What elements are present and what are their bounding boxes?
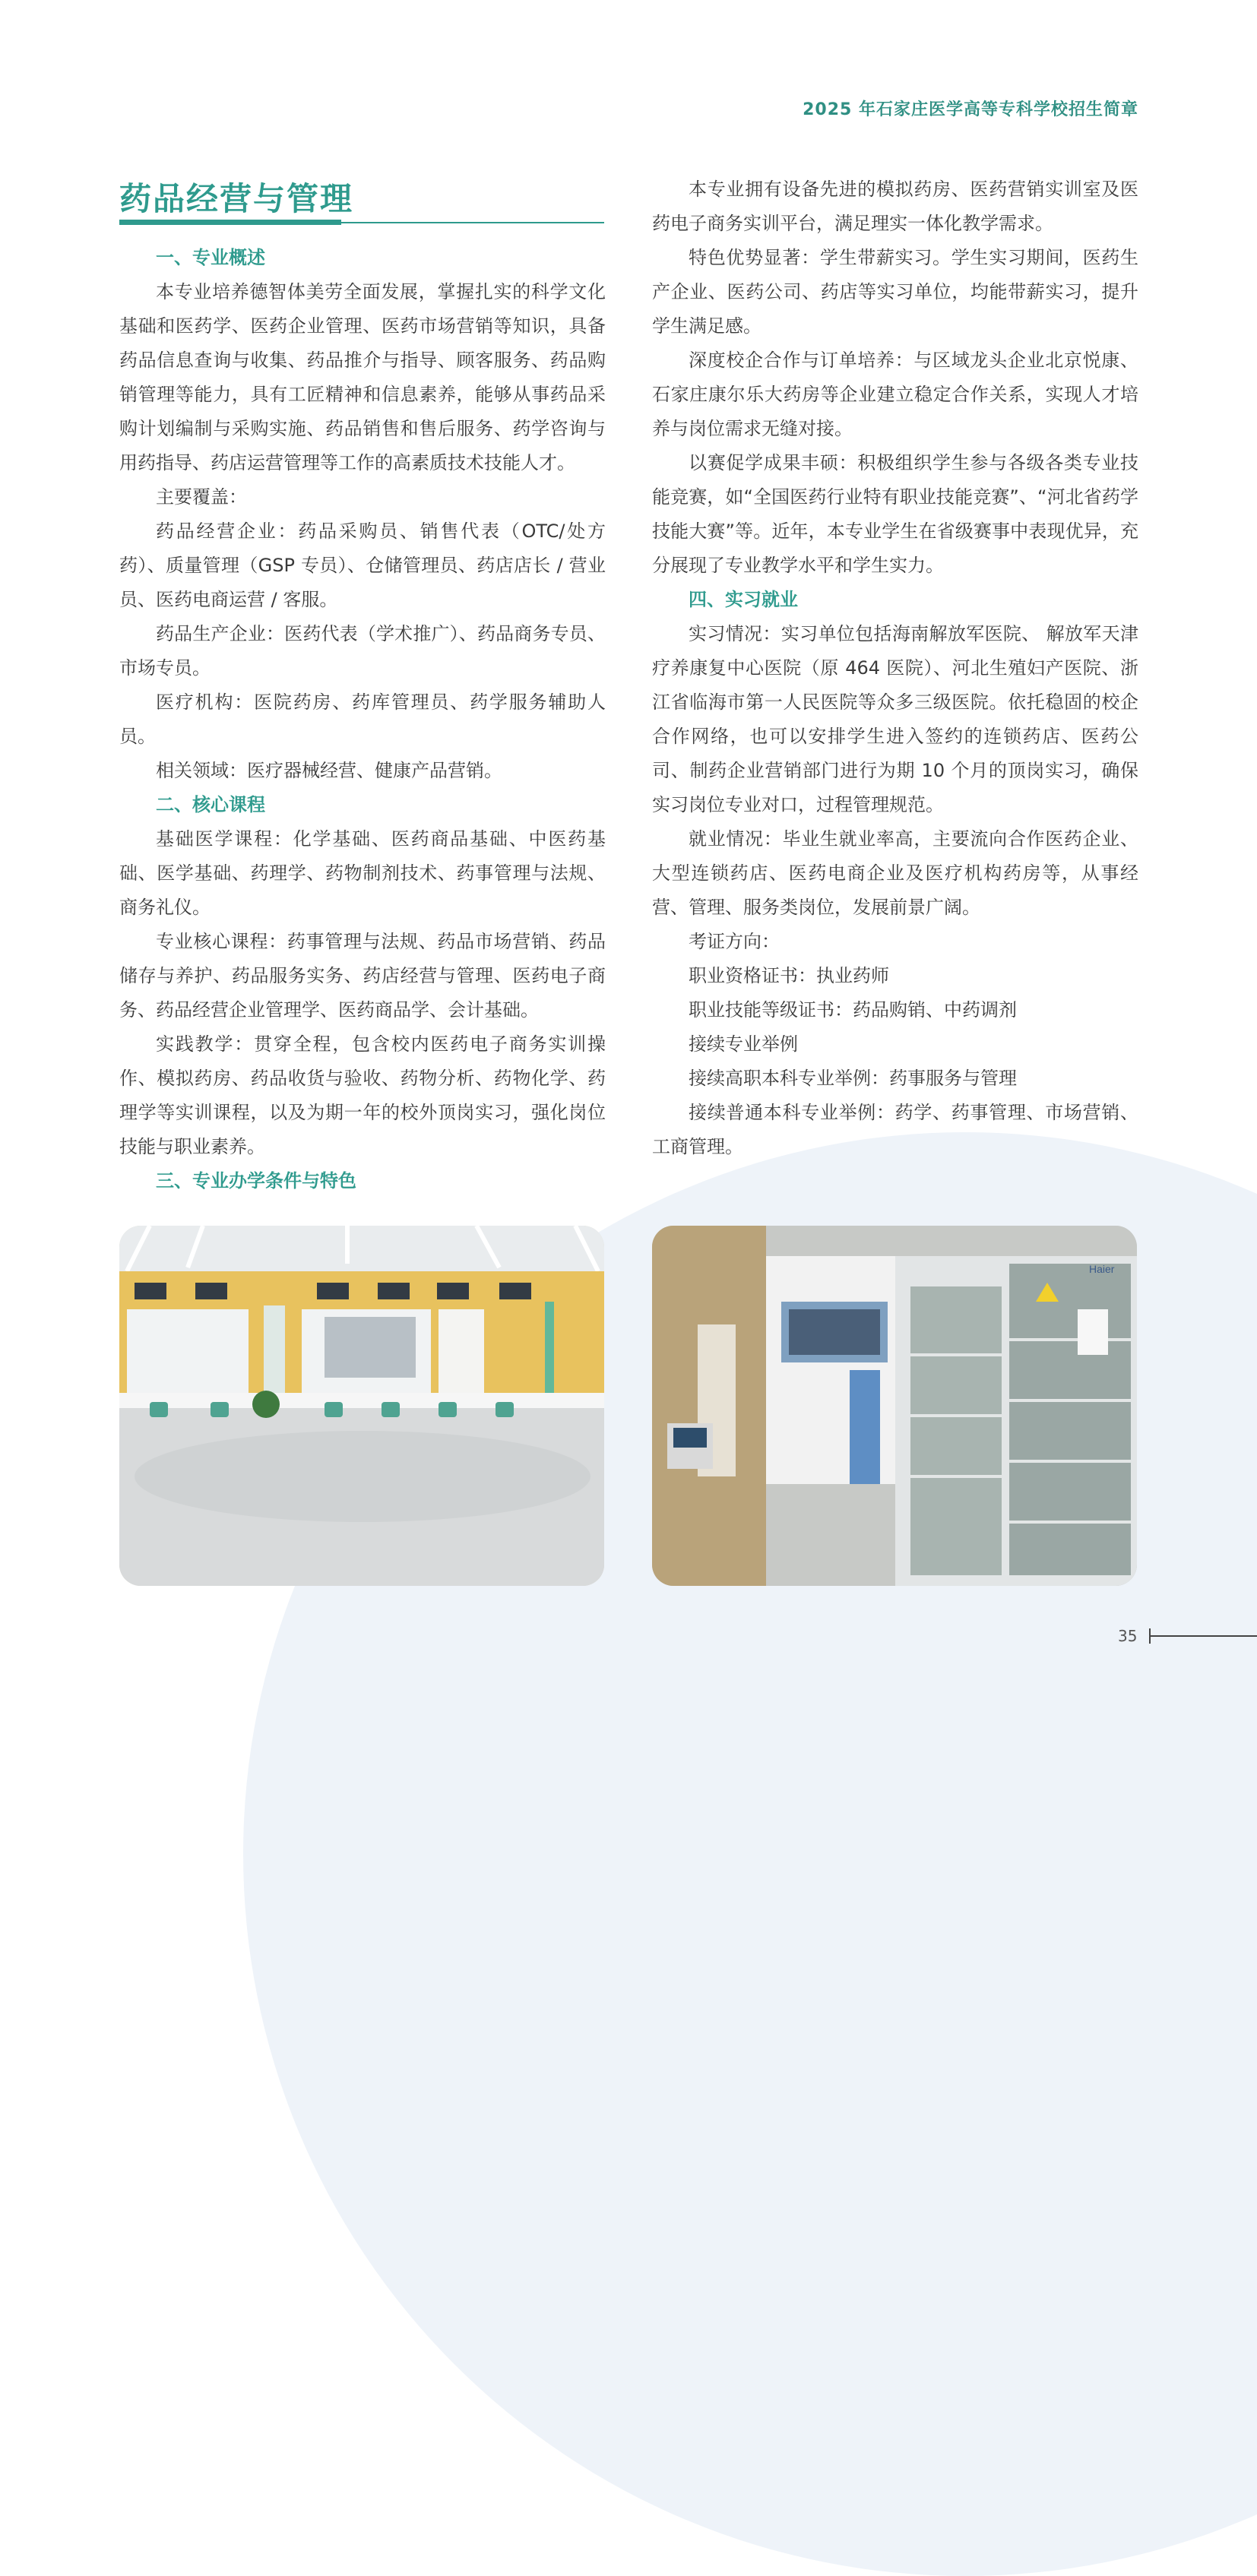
body-paragraph: 实习情况：实习单位包括海南解放军医院、 解放军天津疗养康复中心医院（原 464 医院）、河北生殖妇产医院、浙江省临海市第一人民医院等众多三级医院。依托稳固的校企合作网络，也可以安排学生进入签约的连锁药店、医药公司、制药企业营销部门进行为期 10 个月的顶岗实习，确保实习岗位专业对口，过程管理规范。	[652, 623, 1138, 815]
body-paragraph: 就业情况：毕业生就业率高，主要流向合作医药企业、大型连锁药店、医药电商企业及医疗机构药房等，从事经营、管理、服务类岗位，发展前景广阔。	[652, 828, 1138, 918]
body-paragraph: 药品经营企业：药品采购员、销售代表（OTC/处方药）、质量管理（GSP 专员）、仓储管理员、药店店长 / 营业员、医药电商运营 / 客服。	[119, 521, 606, 610]
pharmacy-hall-photo	[119, 1226, 604, 1586]
body-paragraph: 主要覆盖：	[156, 486, 247, 508]
body-paragraph: 相关领域：医疗器械经营、健康产品营销。	[156, 760, 502, 781]
body-paragraph: 考证方向：	[689, 931, 780, 952]
body-paragraph: 基础医学课程：化学基础、医药商品基础、中医药基础、医学基础、药理学、药物制剂技术、药事管理与法规、商务礼仪。	[119, 828, 606, 918]
body-paragraph: 接续高职本科专业举例：药事服务与管理	[689, 1068, 1017, 1089]
body-paragraph: 以赛促学成果丰硕：积极组织学生参与各级各类专业技能竞赛，如“全国医药行业特有职业技能竞赛”、“河北省药学技能大赛”等。近年，本专业学生在省级赛事中表现优异，充分展现了专业教学水平和学生实力。	[652, 452, 1138, 576]
body-paragraph: 专业核心课程：药事管理与法规、药品市场营销、药品储存与养护、药品服务实务、药店经营与管理、医药电子商务、药品经营企业管理学、医药商品学、会计基础。	[119, 931, 606, 1021]
right-column	[652, 172, 1138, 1164]
page-number: 35	[1118, 1627, 1138, 1645]
left-column	[119, 241, 606, 1198]
pharmacy-equipment-photo	[652, 1226, 1137, 1586]
pharmacy-equipment-illustration	[652, 1226, 1137, 1586]
pharmacy-hall-illustration	[119, 1226, 604, 1586]
body-paragraph: 本专业培养德智体美劳全面发展，掌握扎实的科学文化基础和医药学、医药企业管理、医药市场营销等知识，具备药品信息查询与收集、药品推介与指导、顾客服务、药品购销管理等能力，具有工匠精神和信息素养，能够从事药品采购计划编制与采购实施、药品销售和售后服务、药学咨询与用药指导、药店运营管理等工作的高素质技术技能人才。	[119, 281, 606, 473]
section-heading: 一、专业概述	[156, 247, 265, 268]
section-heading: 三、专业办学条件与特色	[156, 1170, 356, 1191]
page-title: 药品经营与管理	[119, 180, 354, 217]
body-paragraph: 药品生产企业：医药代表（学术推广）、药品商务专员、市场专员。	[119, 623, 606, 679]
page-number-line	[1149, 1635, 1257, 1637]
body-paragraph: 接续专业举例	[689, 1033, 798, 1055]
body-paragraph: 实践教学：贯穿全程，包含校内医药电子商务实训操作、模拟药房、药品收货与验收、药物分析、药物化学、药理学等实训课程，以及为期一年的校外顶岗实习，强化岗位技能与职业素养。	[119, 1033, 606, 1157]
body-paragraph: 职业技能等级证书：药品购销、中药调剂	[689, 999, 1017, 1021]
section-heading: 四、实习就业	[689, 589, 798, 610]
body-paragraph: 本专业拥有设备先进的模拟药房、医药营销实训室及医药电子商务实训平台，满足理实一体化教学需求。	[652, 179, 1138, 234]
body-paragraph: 特色优势显著：学生带薪实习。学生实习期间，医药生产企业、医药公司、药店等实习单位，均能带薪实习，提升学生满足感。	[652, 247, 1138, 337]
body-paragraph: 深度校企合作与订单培养：与区域龙头企业北京悦康、石家庄康尔乐大药房等企业建立稳定合作关系，实现人才培养与岗位需求无缝对接。	[652, 350, 1138, 439]
body-paragraph: 接续普通本科专业举例：药学、药事管理、市场营销、工商管理。	[652, 1102, 1138, 1157]
section-heading: 二、核心课程	[156, 794, 265, 815]
body-paragraph: 医疗机构：医院药房、药库管理员、药学服务辅助人员。	[119, 691, 606, 747]
haier-logo: Haier	[1089, 1263, 1115, 1275]
title-rule-accent	[119, 220, 341, 225]
brochure-header: 2025 年石家庄医学高等专科学校招生简章	[803, 100, 1138, 119]
body-paragraph: 职业资格证书：执业药师	[689, 965, 889, 986]
